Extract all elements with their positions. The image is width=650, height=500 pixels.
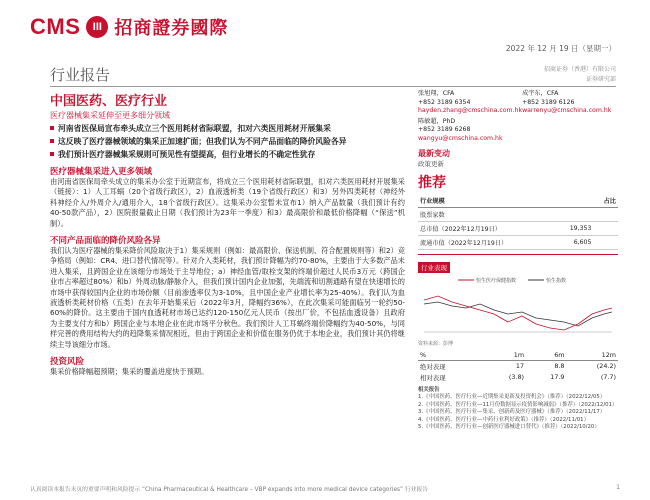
key-point: 这反映了医疗器械领域的集采正加速扩面；但我们认为不同产品面临的降价风险各异 xyxy=(50,136,405,147)
table-cell: 总市值（2022年12月19日） xyxy=(418,221,555,235)
table-cell: 相对表现 xyxy=(420,373,446,382)
table-cell: 绝对表现 xyxy=(420,362,446,371)
section-body: 我们认为医疗器械的集采降价风险取决于1）集采规则（例如：最高限价、保送机制、符合配置规则等）和2）竞争格局（例如：CR4、进口替代情况等）。针对介入类耗材，我们预计降幅为约70-80%，主要由于大多数产品未进入集采，且跨国企业在该细分市场处于主导地位；a）神经血管/取栓支架的终端价超过人民币3万元（跨国企业市占率超过80%）和b）外周动脉/静脉介入，但我们预计国内企业加强，先端流和切割通路有望在快速增长的市场中获得较国内企业的市场份额（目前渗透率仅为3-10%，且中国企业产业增长率为25-40%）。我们认为血液透析类耗材价格（五类）在去年开始集采后（2022年3月，降幅约36%），在此次集采可能面临另一轮约50-60%的降价。这主要由于国内血透耗材市场已达约120-150亿元人民币（按出厂价，不包括血透设备）且政府为主要支付方和b）跨国企业与本地企业在此市场平分秋色。我们预计人工耳蜗终端价降幅约为40-50%，与同样完善的费用结构大约的趋降集采情况相近，但由于跨国企业和价值在服务仍优于本地企业，我们预计其仍将继续主导该细分市场。 xyxy=(50,246,405,349)
analyst-name: 成宇东，CFA xyxy=(522,90,559,97)
department xyxy=(544,65,616,85)
table-cell: 17.9 xyxy=(550,373,565,382)
table-cell xyxy=(593,221,618,235)
table-header-cell xyxy=(555,194,594,208)
table-cell: 6,605 xyxy=(555,235,594,249)
rating-change-text: 政策更新 xyxy=(418,159,444,168)
table-header-row xyxy=(418,350,618,361)
table-header-row xyxy=(418,194,618,208)
page-number: 1 xyxy=(616,484,620,491)
table-header-cell: 6m xyxy=(526,350,566,361)
sidebar xyxy=(418,90,618,432)
table-cell: 股票家数 xyxy=(418,207,555,221)
main-content xyxy=(50,90,405,378)
table-row xyxy=(418,207,618,221)
table-cell: 8.8 xyxy=(554,362,565,371)
performance-chart xyxy=(418,254,618,347)
related-report-link[interactable]: 2.《中国医药、医疗行业—11月份数据显示疫情影响减弱》（推荐）（2022/12/01） xyxy=(418,401,618,408)
table-header-cell: % xyxy=(418,350,484,361)
table-cell: (7.7) xyxy=(600,373,616,382)
analyst-contacts xyxy=(418,90,618,116)
section-body: 由河南省医保局牵头成立的集采办公室于近期宣布，将成立三个医用耗材省际联盟，扣对六类医用耗材开展集采（链接）：1）人工耳蜗（20个省级行政区），2）血液透析类（19个省级行政区）和3）另外四类耗材（神经外科神经介入/外周介入/通用介入，18个省级行政区）。这集采办公室暂未宣布1）纳入产品数量（我们预计有约40-50款产品），2）医院报量截止日期（我们预计为23年一季度）和3）最高限价和最低价格降幅（“保送”机制）。 xyxy=(50,177,405,228)
table-row xyxy=(418,372,618,383)
key-point: 我们预计医疗器械集采规则可预见性有望提高，但行业增长的不确定性犹存 xyxy=(50,149,405,160)
analyst-email-link[interactable]: wangyu@cmschina.com.hk xyxy=(418,134,503,142)
department-line-2: 证券研究部 xyxy=(585,76,616,83)
chart-source: 资料来源：彭博 xyxy=(418,340,454,347)
legend-label: 恒生指数 xyxy=(546,277,567,284)
related-reports xyxy=(418,387,618,432)
analyst-name: 张旭翔，CFA xyxy=(418,90,455,97)
table-header-cell: 占比 xyxy=(593,194,618,208)
related-report-link[interactable]: 3.《中国医药、医疗行业—集采、创新药及医疗器械》（推荐）（2022/11/17） xyxy=(418,409,606,416)
performance-chart-svg xyxy=(418,274,618,336)
table-cell: 17 xyxy=(515,362,525,371)
logo-text-en: CMS xyxy=(30,14,81,39)
rating-change-label: 最新变动 xyxy=(418,148,450,158)
section-heading: 不同产品面临的降价风险各异 xyxy=(50,236,161,247)
related-report-link[interactable]: 5.《中国医药、医疗行业—创新医疗器械进口替代》（推荐）（2022/10/20） xyxy=(418,424,600,431)
report-title: 中国医药、医疗行业 xyxy=(50,94,168,109)
table-cell: 19,353 xyxy=(555,221,594,235)
report-subtitle: 医疗器械集采延伸至更多细分领域 xyxy=(50,111,170,120)
report-date: 2022 年 12 月 19 日（星期一） xyxy=(505,44,616,53)
analyst-email-link[interactable]: warrenyu@cmschina.com.hk xyxy=(522,107,612,115)
table-cell: 流通市值（2022年12月19日） xyxy=(418,235,555,249)
header-divider xyxy=(50,86,616,87)
logo-text-cn: 招商證券國際 xyxy=(114,18,229,39)
rating-recommend: 推荐 xyxy=(418,174,446,191)
related-reports-title: 相关报告 xyxy=(418,386,440,393)
performance-table xyxy=(418,350,618,383)
series-line-healthcare xyxy=(424,296,612,330)
table-cell xyxy=(593,235,618,249)
analyst-phone: +852 3189 6268 xyxy=(418,126,471,134)
table-header-cell: 行业规模 xyxy=(418,194,555,208)
analyst-phone: +852 3189 6126 xyxy=(522,98,575,106)
table-cell xyxy=(593,207,618,221)
analyst-email-link[interactable]: hayden.zhang@cmschina.com.hk xyxy=(418,107,523,115)
table-header-cell: 1m xyxy=(484,350,526,361)
footer-disclaimer: 认真阅读本报告末页的重要声明和风险提示 “China Pharmaceutical & Healthcare – VBP expands into more medical device categories” 行业报告 xyxy=(30,487,429,493)
department-line-1: 招商证券（香港）有限公司 xyxy=(543,66,616,73)
series-line-hsi xyxy=(424,302,612,326)
analyst-contact-3 xyxy=(418,118,618,144)
related-report-link[interactable]: 1.《中国医药、医疗行业—近期集采更新及投资机会》（推荐）（2022/12/05） xyxy=(418,394,606,401)
table-cell xyxy=(555,207,594,221)
table-header-cell: 12m xyxy=(566,350,618,361)
analyst-phone: +852 3189 6354 xyxy=(418,98,471,106)
analyst-name: 陈敏超，PhD xyxy=(418,117,456,125)
chart-title: 行业表现 xyxy=(418,262,450,273)
key-point: 河南省医保局宣布牵头成立三个医用耗材省际联盟，扣对六类医用耗材开展集采 xyxy=(50,123,405,134)
section-body: 集采价格降幅超预期；集采的覆盖进度快于预期。 xyxy=(50,367,209,377)
logo-badge-icon: III xyxy=(86,16,108,38)
section-heading: 医疗器械集采进入更多领域 xyxy=(50,167,153,177)
legend-label: 恒生医疗保健指数 xyxy=(476,277,517,284)
report-type: 行业报告 xyxy=(50,66,111,84)
table-cell: (24.2) xyxy=(596,362,616,371)
brand-logo xyxy=(30,14,228,40)
section-heading: 投资风险 xyxy=(50,357,85,368)
table-row xyxy=(418,221,618,235)
table-cell: (3.8) xyxy=(508,373,525,382)
industry-size-table xyxy=(418,194,618,250)
related-report-link[interactable]: 4.《中国医药、医疗行业—中药行业利好政策》（推荐）（2022/11/01） xyxy=(418,416,589,423)
table-row xyxy=(418,360,618,372)
table-row xyxy=(418,235,618,249)
